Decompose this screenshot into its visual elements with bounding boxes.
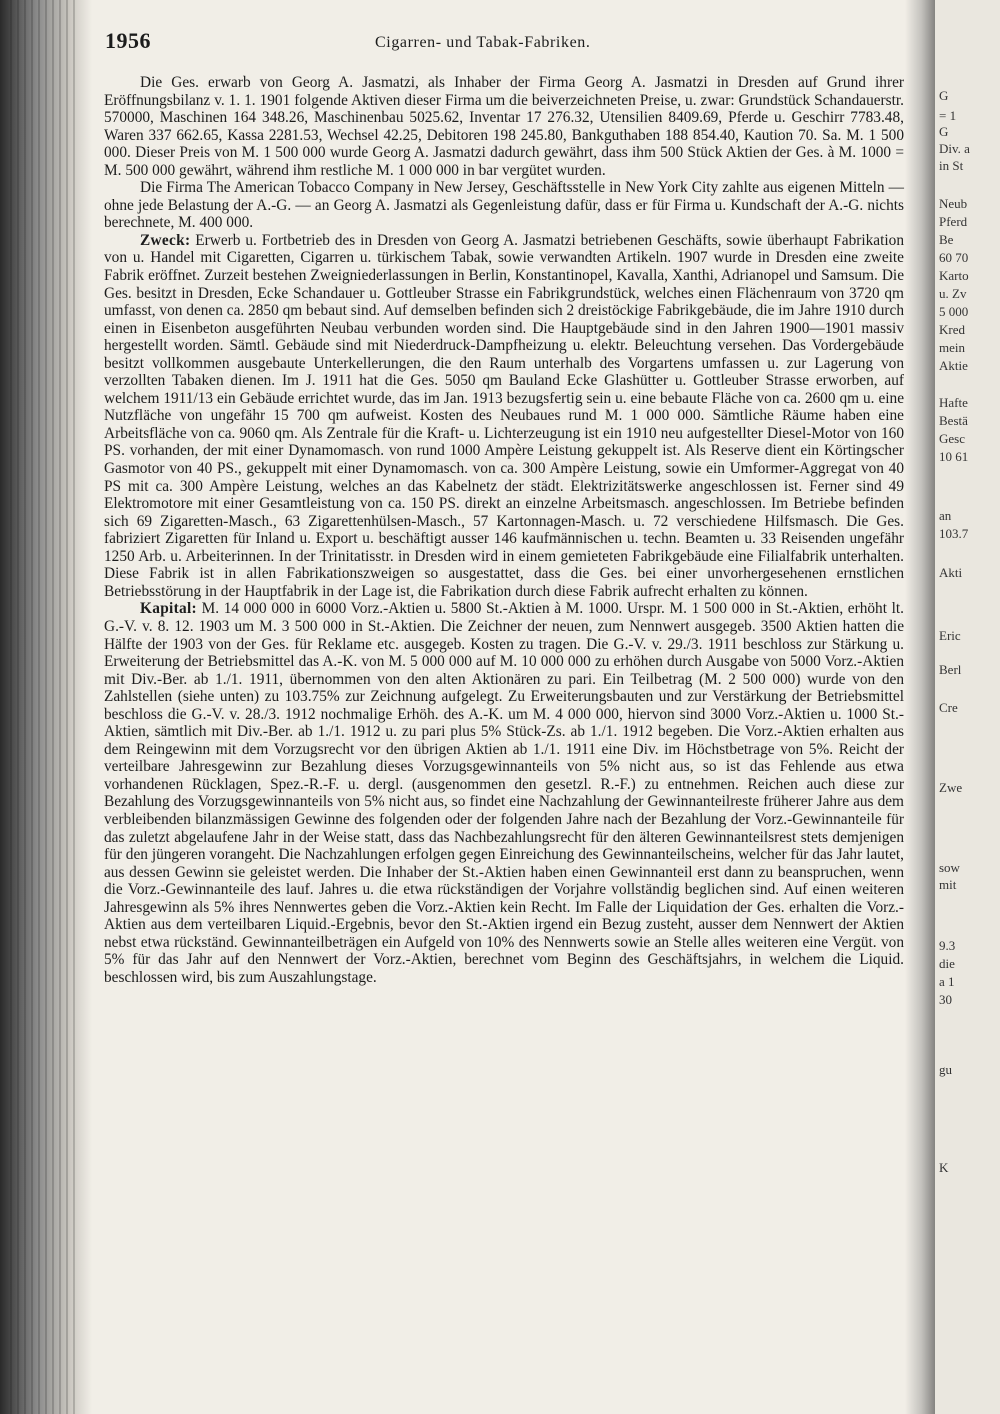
next-page-fragment: gu [939, 1062, 952, 1077]
next-page-fragment: mein [939, 340, 965, 355]
next-page-fragment: Berl [939, 662, 962, 677]
next-page-fragment: G [939, 88, 949, 103]
next-page-fragment: 10 61 [939, 449, 969, 464]
next-page-fragment: Hafte [939, 395, 968, 410]
zweck-heading: Zweck: [140, 231, 191, 249]
next-page-fragment: in St [939, 158, 964, 173]
next-page-fragment: G [939, 124, 949, 139]
paragraph-kapital [104, 600, 904, 986]
next-page-fragment: Kred [939, 322, 965, 337]
running-title: Cigarren- und Tabak-Fabriken. [375, 34, 591, 51]
paragraph-zweck [104, 232, 904, 600]
kapital-heading: Kapital: [140, 600, 197, 618]
next-page-fragment: Aktie [939, 358, 968, 373]
next-page-fragment: an [939, 508, 952, 523]
next-page-fragment: die [939, 956, 955, 971]
page-header [105, 28, 905, 56]
book-binding-gutter [0, 0, 92, 1414]
zweck-text: Erwerb u. Fortbetrieb des in Dresden von Georg A. Jasmatzi betriebenen Geschäfts, sowie überhaupt Fabrikation von u. Handel mit Cigaretten, Cigarren u. türkischem Tabak, sowie verwandten Artikeln. 1907 wurde in Dresden eine zweite Fabrik eröffnet. Zurzeit bestehen Zweigniederlassungen in Berlin, Konstantinopel, Kavalla, Xanthi, Adrianopel und Samsum. Die Ges. besitzt in Dresden, Ecke Schandauer u. Gottleuber Strasse ein Fabrikgrundstück, welches einen Flächenraum von 3720 qm umfasst, von denen ca. 2850 qm bebaut sind. Auf demselben befinden sich 2 dreistöckige Fabrikgebäude, die im Jahre 1910 durch einen in Eisenbeton ausgeführten Neubau verbunden worden sind. Die Hauptgebäude sind in den Jahren 1900—1901 massiv hergestellt worden. Sämtl. Gebäude sind mit Niederdruck-Dampfheizung u. elektr. Beleuchtung versehen. Das Vordergebäude besitzt vollkommen ausgebaute Unterkellerungen, die den Raum unterhalb des Vorgartens umfassen u. zur Lagerung von verzollten Tabaken dienen. Im J. 1911 hat die Ges. 5050 qm Bauland Ecke Glashütter u. Gottleuber Strasse erworben, auf welchem 1911/13 ein Gebäude errichtet wurde, das im Jan. 1913 bezugsfertig sein u. eine bebaute Fläche von ca. 2600 qm u. eine Nutzfläche von ungefähr 15 700 qm aufweist. Kosten des Neubaues rund M. 1 000 000. Sämtliche Räume haben eine Arbeitsfläche von ca. 9060 qm. Als Zentrale für die Kraft- u. Lichterzeugung ist ein 1910 neu aufgestellter Diesel-Motor von 160 PS. vorhanden, der mit einer Dynamomasch. von rund 1000 Ampère Leistung gekuppelt ist. Als Reserve dient ein Körtingscher Gasmotor von 40 PS., gekuppelt mit einer Dynamomasch. von ca. 300 Ampère Leistung, sowie ein Umformer-Aggregat von 40 PS mit ca. 300 Ampère Leistung, welches an das Kabelnetz der städt. Elektrizitätswerke angeschlossen ist. Ferner sind 49 Elektromotore mit einer Gesamtleistung von ca. 150 PS. direkt an einzelne Arbeitsmasch. angeschlossen. Im Betriebe befinden sich 69 Zigaretten-Masch., 63 Zigarettenhülsen-Masch., 57 Kartonnagen-Masch. u. 72 verschiedene Hilfsmasch. Die Ges. fabriziert Zigaretten für Inland u. Export u. beschäftigt ausser 146 kaufmännischen u. techn. Beamten u. 33 Reisenden ungefähr 1250 Arb. u. Arbeiterinnen. In der Trinitatisstr. in Dresden wird in einem gemieteten Fabrikgebäude eine Filialfabrik unterhalten. Diese Fabrik ist in allen Fabrikationszweigen so ausgestattet, dass die Ges. bei einer unvorhergesehenen ernstlichen Betriebsstörung in der Hauptfabrik in der Lage ist, die Fabrikation durch diese Fabrik aufrecht erhalten zu können. [104, 231, 904, 600]
next-page-fragment: 30 [939, 992, 952, 1007]
next-page-fragment: 60 70 [939, 250, 969, 265]
next-page-fragment: Pferd [939, 214, 968, 229]
next-page-fragment: Be [939, 232, 954, 247]
next-page-fragment: Neub [939, 196, 968, 211]
next-page-fragment: Eric [939, 628, 961, 643]
next-page-fragment: Gesc [939, 431, 965, 446]
next-page-fragment: 103.7 [939, 526, 969, 541]
next-page-fragment: Akti [939, 565, 963, 580]
next-page-fragment: = 1 [939, 108, 957, 123]
next-page-fragment: mit [939, 877, 957, 892]
next-page-fragment: 5 000 [939, 304, 969, 319]
page-number: 1956 [105, 28, 151, 53]
paragraph-american-tobacco: Die Firma The American Tobacco Company in New Jersey, Geschäftsstelle in New York City zahlte aus eigenen Mitteln — ohne jede Belastung der A.-G. — an Georg A. Jasmatzi als Gegenleistung dafür, dass er für Firma u. Kundschaft der A.-G. nichts berechnete, M. 400 000. [104, 179, 904, 232]
body-text [104, 74, 904, 986]
next-page-fragment: Karto [939, 268, 969, 283]
next-page-fragment: sow [939, 860, 960, 875]
kapital-text: M. 14 000 000 in 6000 Vorz.-Aktien u. 5800 St.-Aktien à M. 1000. Urspr. M. 1 500 000 in St.-Aktien, erhöht lt. G.-V. v. 8. 12. 1903 um M. 3 500 000 in St.-Aktien. Die Zeichner der neuen, zum Nennwert ausgegeb. 3500 Aktien hatten die Hälfte der 1903 von der Ges. für Reklame etc. ausgegeb. Kosten zu tragen. Die G.-V. v. 29./3. 1911 beschloss zur Stärkung u. Erweiterung der Betriebsmittel das A.-K. von M. 5 000 000 auf M. 10 000 000 zu erhöhen durch Ausgabe von 5000 Vorz.-Aktien mit Div.-Ber. ab 1./1. 1911, übernommen von den alten Aktionären zu pari. Ein Teilbetrag (M. 2 500 000) wurde von den Zahlstellen (siehe unten) zu 103.75% zur Zeichnung aufgelegt. Zu Erweiterungsbauten und zur Verstärkung der Betriebsmittel beschloss die G.-V. v. 28./3. 1912 nochmalige Erhöh. des A.-K. um M. 4 000 000, hiervon sind 3000 Vorz.-Aktien u. 1000 St.-Aktien, sämtlich mit Div.-Ber. ab 1./1. 1912 u. zu pari plus 5% Stück-Zs. ab 1./1. 1912 begeben. Die Vorz.-Aktien erhalten aus dem Reingewinn mit dem Vorzugsrecht vor den übrigen Aktien ab 1./1. 1911 eine Div. im Höchstbetrage von 5%. Reicht der verteilbare Jahresgewinn zur Bezahlung dieses Vorzugsgewinnanteils von 5% nicht aus, so ist das Fehlende aus etwa vorhandenen Rücklagen, Spez.-R.-F. u. dergl. (ausgenommen den gesetzl. R.-F.) zu entnehmen. Reichen auch diese zur Bezahlung des Vorzugsgewinnanteils von 5% nicht aus, so findet eine Nachzahlung der Gewinnanteilreste früherer Jahre aus dem verbleibenden bilanzmässigen Gewinne des folgenden oder der folgenden Jahre nach der Bezahlung der Vorz.-Gewinnanteile für das zuletzt abgelaufene Jahr in der Weise statt, dass das Nachbezahlungsrecht für den älteren Gewinnanteilsrest stets demjenigen für den jüngeren vorangeht. Die Nachzahlungen erfolgen gegen Einreichung des Gewinnanteilscheins, welcher für das Jahr lautet, aus dessen Gewinn sie geleistet werden. Die Inhaber der St.-Aktien haben einen Gewinnanteil erst dann zu beanspruchen, wenn die Vorz.-Gewinnanteile des lauf. Jahres u. die etwa rückständigen der Vorjahre vollständig beglichen sind. Auf einen weiteren Jahresgewinn als 5% ihres Nennwertes geben die Vorz.-Aktien kein Recht. Im Falle der Liquidation der Ges. erhalten die Vorz.-Aktien aus dem verteilbaren Liquid.-Ergebnis, bevor den St.-Aktien irgend ein Bezug zusteht, ausser dem Nennwert der Aktien nebst etwa rückständ. Gewinnanteilbeträgen ein Aufgeld von 10% des Nennwerts sowie an Stelle alles weiteren eine Vergüt. von 5% für das Jahr auf den Nennwert der Vorz.-Aktien, berechnet vom Beginn des Geschäftsjahrs, in welchem die Liquid. beschlossen wird, bis zum Auszahlungstage. [104, 600, 904, 986]
next-page-fragment: 9.3 [939, 938, 956, 953]
next-page-fragment: Zwe [939, 780, 963, 795]
next-page-fragment: u. Zv [939, 286, 967, 301]
adjacent-page-edge [935, 0, 1000, 1414]
next-page-fragment: a 1 [939, 974, 955, 989]
next-page-fragment: Cre [939, 700, 958, 715]
paragraph-acquisition: Die Ges. erwarb von Georg A. Jasmatzi, als Inhaber der Firma Georg A. Jasmatzi in Dresden auf Grund ihrer Eröffnungsbilanz v. 1. 1. 1901 folgende Aktiven dieser Firma um die beiverzeichneten Preise, u. zwar: Grundstück Schandauerstr. 570000, Maschinen 164 348.26, Maschinenbau 5025.62, Inventar 17 276.32, Utensilien 8409.69, Pferde u. Geschirr 7783.48, Waren 337 662.65, Kassa 2281.53, Wechsel 42.25, Debitoren 198 245.80, Bankguthaben 188 854.40, Kaution 70. Sa. M. 1 500 000. Dieser Preis von M. 1 500 000 wurde Georg A. Jasmatzi dadurch gewährt, dass ihm 500 Stück Aktien der Ges. à M. 1000 = M. 500 000 gewährt, während ihm restliche M. 1 000 000 in bar vergütet wurden. [104, 74, 904, 179]
next-page-fragment: K [939, 1160, 949, 1175]
next-page-fragment: Bestä [939, 413, 968, 428]
page-fold-shadow [905, 0, 935, 1414]
next-page-fragment: Div. a [939, 141, 970, 156]
